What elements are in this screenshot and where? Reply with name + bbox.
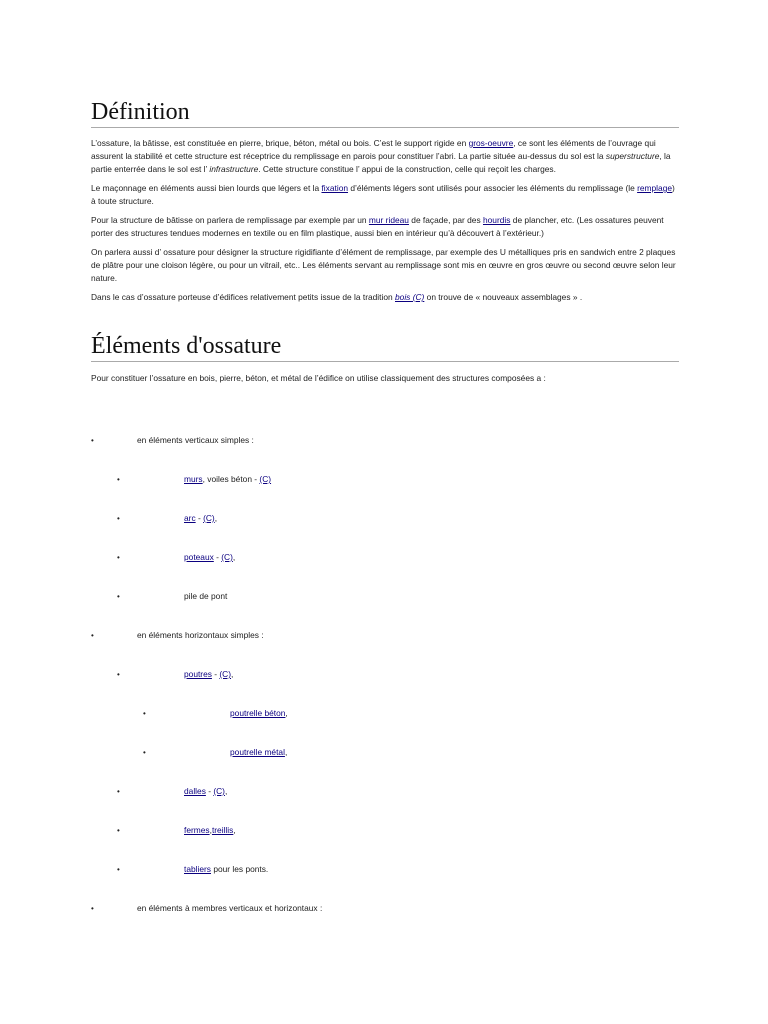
link-c[interactable]: (C) [203, 513, 215, 523]
text: , la partie enterrée dans le sol est l’ [91, 151, 671, 174]
link-fixation[interactable]: fixation [321, 183, 349, 193]
elements-intro: Pour constituer l’ossature en bois, pierre, béton, et métal de l’édifice on utilise classiquement des structures composées a : [91, 373, 546, 383]
list-item-tabliers [184, 863, 268, 876]
text: , ce sont les éléments de l’ouvrage qui assurent la stabilité et cette structure est réceptrice du remplissage en parois pour constituer l’abri. La partie située au-dessus du sol est la [91, 138, 656, 161]
text: , [231, 669, 234, 679]
list-bullet: • [117, 826, 120, 835]
text: de plancher, etc. (Les ossatures peuvent porter des structures tendues modernes en textile ou en film plastique, aussi bien en intérieur qu’à découvert à l’extérieur.) [91, 215, 664, 238]
text: - [211, 669, 220, 679]
link-fermes[interactable]: fermes [184, 825, 210, 835]
list-item-poutrelle-metal [230, 746, 287, 759]
list-bullet: • [91, 436, 94, 445]
link-c[interactable]: (C) [219, 669, 232, 679]
link-mur-rideau[interactable]: mur rideau [368, 215, 409, 225]
list-bullet: • [117, 514, 120, 523]
definition-section [91, 98, 679, 304]
link-c[interactable]: (C) [259, 474, 272, 484]
definition-paragraph-1 [91, 137, 679, 176]
list-item-membres: en éléments à membres verticaux et horizontaux : [137, 903, 323, 913]
link-bois-c[interactable]: bois (C) [395, 292, 425, 302]
emphasis-infrastructure: infrastructure [209, 164, 259, 174]
text: , [209, 825, 212, 835]
text: , [285, 708, 288, 718]
definition-paragraph-5 [91, 291, 679, 304]
text: , [214, 513, 218, 523]
article-content [91, 98, 679, 385]
link-poteaux[interactable]: poteaux [184, 552, 214, 562]
list-item-poteaux [184, 551, 235, 564]
list-bullet: • [117, 553, 120, 562]
list-item-horizontaux: en éléments horizontaux simples : [137, 630, 264, 640]
link-tabliers[interactable]: tabliers [184, 864, 211, 874]
list-item-fermes [184, 824, 236, 837]
text: - [213, 552, 222, 562]
text: Le maçonnage en éléments aussi bien lourds que légers et la [91, 183, 322, 193]
link-c[interactable]: (C) [221, 552, 233, 562]
text: Dans le cas d’ossature porteuse d’édifices relativement petits issue de la tradition [91, 292, 395, 302]
link-remplage[interactable]: remplage [637, 183, 673, 193]
list-item-verticaux: en éléments verticaux simples : [137, 435, 254, 445]
link-murs[interactable]: murs [184, 474, 203, 484]
text: pour les ponts. [211, 864, 269, 874]
list-item-arc [184, 512, 217, 525]
list-item-poutres [184, 668, 233, 681]
link-treillis[interactable]: treillis [211, 825, 234, 835]
list-bullet: • [117, 592, 120, 601]
list-bullet: • [143, 748, 146, 757]
list-bullet: • [91, 904, 94, 913]
text: ) à toute structure. [91, 183, 675, 206]
list-bullet: • [117, 865, 120, 874]
list-item-poutrelle-beton [230, 707, 288, 720]
text: . Cette structure constitue l’ appui de la construction, celle qui reçoit les charges. [258, 164, 556, 174]
link-poutrelle-metal[interactable]: poutrelle métal [230, 747, 285, 757]
list-item-murs [184, 473, 271, 486]
list-item-dalles [184, 785, 227, 798]
text: , [232, 552, 236, 562]
emphasis-superstructure: superstructure [605, 151, 660, 161]
text: on trouve de « nouveaux assemblages » . [424, 292, 583, 302]
definition-heading: Définition [91, 98, 679, 128]
text: de façade, par des [408, 215, 483, 225]
link-poutrelle-beton[interactable]: poutrelle béton [230, 708, 286, 718]
link-dalles[interactable]: dalles [184, 786, 206, 796]
list-bullet: • [91, 631, 94, 640]
text: L’ossature, la bâtisse, est constituée en pierre, brique, béton, métal ou bois. C’est le support rigide en [91, 138, 469, 148]
text: - [195, 513, 204, 523]
elements-heading: Éléments d'ossature [91, 332, 679, 362]
link-hourdis[interactable]: hourdis [482, 215, 511, 225]
definition-paragraph-3 [91, 214, 679, 240]
text: , [233, 825, 236, 835]
text: , voiles béton - [202, 474, 260, 484]
definition-paragraph-4: On parlera aussi d’ ossature pour désigner la structure rigidifiante d’élément de remplissage, par exemple des U métalliques pris en sandwich entre 2 plaques de plâtre pour une cloison légère, ou pour un vitrail, etc.. Les éléments servant au remplissage sont mis en œuvre en gros œuvre ou second œuvre selon leur nature. [91, 247, 676, 283]
list-item-pile: pile de pont [184, 591, 228, 601]
text: d’éléments légers sont utilisés pour associer les éléments du remplissage (le [348, 183, 638, 193]
link-gros-oeuvre[interactable]: gros-oeuvre [468, 138, 514, 148]
definition-paragraph-2 [91, 182, 679, 208]
text: Pour la structure de bâtisse on parlera de remplissage par exemple par un [91, 215, 369, 225]
list-bullet: • [117, 787, 120, 796]
list-bullet: • [143, 709, 146, 718]
text: - [205, 786, 214, 796]
link-c[interactable]: (C) [213, 786, 225, 796]
text: , [224, 786, 228, 796]
list-bullet: • [117, 670, 120, 679]
text: , [284, 747, 288, 757]
link-arc[interactable]: arc [184, 513, 196, 523]
list-bullet: • [117, 475, 120, 484]
link-poutres[interactable]: poutres [184, 669, 212, 679]
